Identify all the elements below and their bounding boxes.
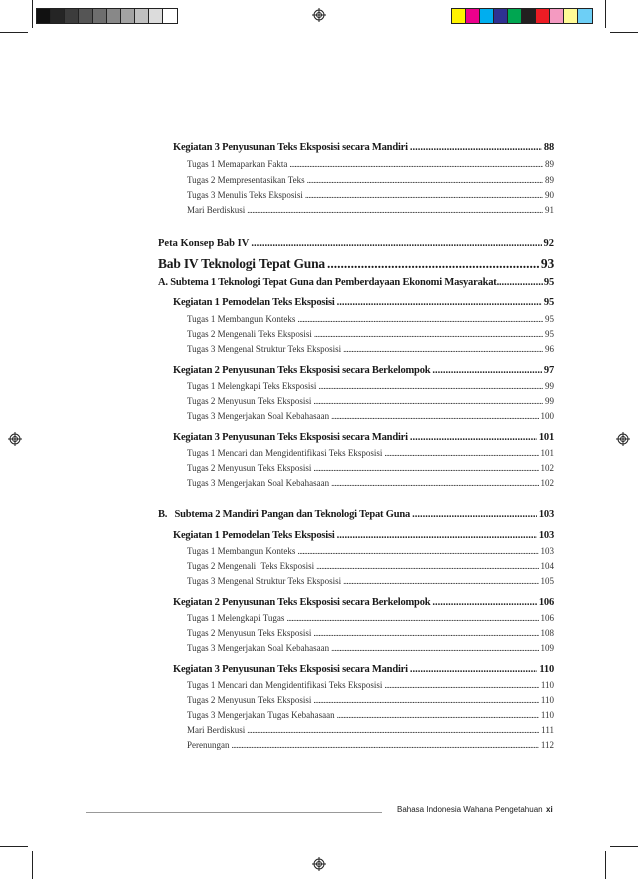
color-swatch <box>522 9 536 23</box>
toc-entry-tugas[interactable]: Tugas 3 Mengerjakan Soal Kebahasaan ..... 102 <box>187 478 554 488</box>
toc-entry-tugas[interactable]: Tugas 1 Mencari dan Mengidentifikasi Teks Eksposisi ..... 110 <box>187 680 554 690</box>
color-swatch <box>149 9 163 23</box>
crop-mark <box>0 846 28 847</box>
toc-entry-tugas[interactable]: Tugas 3 Mengerjakan Soal Kebahasaan ..... 100 <box>187 411 554 421</box>
toc-entry-peta-konsep[interactable]: Peta Konsep Bab IV ..... 92 <box>158 238 554 249</box>
toc-entry-tugas[interactable]: Tugas 1 Mencari dan Mengidentifikasi Teks Eksposisi ..... 101 <box>187 448 554 458</box>
color-swatch <box>564 9 578 23</box>
footer-book-title: Bahasa Indonesia Wahana Pengetahuan <box>397 805 543 814</box>
footer-page-number: xi <box>546 805 553 814</box>
color-swatch <box>452 9 466 23</box>
grayscale-color-bar <box>36 8 178 24</box>
color-swatch <box>578 9 592 23</box>
toc-entry-tugas[interactable]: Tugas 1 Memaparkan Fakta ..... 89 <box>187 159 554 169</box>
color-swatch <box>79 9 93 23</box>
crop-mark <box>605 851 606 879</box>
color-swatch <box>51 9 65 23</box>
color-swatch <box>135 9 149 23</box>
registration-mark-icon <box>8 432 22 446</box>
toc-entry-kegiatan[interactable]: Kegiatan 3 Penyusunan Teks Eksposisi secara Mandiri ..... 88 <box>173 142 554 153</box>
toc-entry-tugas[interactable]: Tugas 3 Mengerjakan Tugas Kebahasaan ..... 110 <box>187 710 554 720</box>
toc-entry-tugas[interactable]: Tugas 2 Mengenali Teks Eksposisi ..... 104 <box>187 561 554 571</box>
toc-entry-tugas[interactable]: Tugas 1 Membangun Konteks ..... 103 <box>187 546 554 556</box>
toc-entry-kegiatan[interactable]: Kegiatan 1 Pemodelan Teks Eksposisi ..... 95 <box>173 297 554 308</box>
toc-entry-kegiatan[interactable]: Kegiatan 1 Pemodelan Teks Eksposisi ..... 103 <box>173 530 554 541</box>
footer-rule <box>86 812 382 813</box>
toc-entry-tugas[interactable]: Tugas 2 Mempresentasikan Teks ..... 89 <box>187 175 554 185</box>
registration-mark-icon <box>312 857 326 871</box>
toc-entry-tugas[interactable]: Tugas 3 Mengenal Struktur Teks Eksposisi ..... 96 <box>187 344 554 354</box>
toc-entry-tugas[interactable]: Tugas 3 Mengenal Struktur Teks Eksposisi ..... 105 <box>187 576 554 586</box>
toc-entry-subtema[interactable]: A. Subtema 1 Teknologi Tepat Guna dan Pemberdayaan Ekonomi Masyarakat.. ..... 95 <box>158 277 554 288</box>
toc-entry-tugas[interactable]: Tugas 2 Menyusun Teks Eksposisi ..... 110 <box>187 695 554 705</box>
color-swatch <box>163 9 177 23</box>
toc-entry-tugas[interactable]: Tugas 2 Mengenali Teks Eksposisi ..... 95 <box>187 329 554 339</box>
toc-entry-tugas[interactable]: Tugas 1 Melengkapi Tugas ..... 106 <box>187 613 554 623</box>
registration-mark-icon <box>616 432 630 446</box>
toc-entry-bab[interactable]: Bab IV Teknologi Tepat Guna ..... 93 <box>158 256 554 272</box>
color-swatch <box>121 9 135 23</box>
crop-mark <box>32 0 33 28</box>
toc-entry-tugas[interactable]: Tugas 3 Menulis Teks Eksposisi ..... 90 <box>187 190 554 200</box>
color-swatch <box>508 9 522 23</box>
crop-mark <box>0 32 28 33</box>
toc-entry-subtema[interactable]: B. Subtema 2 Mandiri Pangan dan Teknologi Tepat Guna ..... 103 <box>158 509 554 520</box>
crop-mark <box>610 32 638 33</box>
color-swatch <box>107 9 121 23</box>
crop-mark <box>605 0 606 28</box>
crop-mark <box>610 846 638 847</box>
toc-entry-tugas[interactable]: Tugas 3 Mengerjakan Soal Kebahasaan ..... 109 <box>187 643 554 653</box>
color-swatch <box>466 9 480 23</box>
color-swatch <box>37 9 51 23</box>
toc-entry-kegiatan[interactable]: Kegiatan 2 Penyusunan Teks Eksposisi secara Berkelompok ..... 106 <box>173 597 554 608</box>
toc-entry-kegiatan[interactable]: Kegiatan 2 Penyusunan Teks Eksposisi secara Berkelompok ..... 97 <box>173 365 554 376</box>
color-swatch <box>65 9 79 23</box>
color-swatch <box>480 9 494 23</box>
toc-entry-tugas[interactable]: Tugas 2 Menyusun Teks Eksposisi ..... 99 <box>187 396 554 406</box>
color-swatch <box>550 9 564 23</box>
toc-entry-tugas[interactable]: Tugas 1 Melengkapi Teks Eksposisi ..... 99 <box>187 381 554 391</box>
toc-entry-kegiatan[interactable]: Kegiatan 3 Penyusunan Teks Eksposisi secara Mandiri ..... 101 <box>173 432 554 443</box>
toc-entry-tugas[interactable]: Mari Berdiskusi ..... 91 <box>187 205 554 215</box>
color-swatch <box>536 9 550 23</box>
toc-entry-tugas[interactable]: Tugas 1 Membangun Konteks ..... 95 <box>187 314 554 324</box>
color-swatch <box>93 9 107 23</box>
toc-entry-tugas[interactable]: Perenungan ..... 112 <box>187 740 554 750</box>
toc-entry-kegiatan[interactable]: Kegiatan 3 Penyusunan Teks Eksposisi secara Mandiri ..... 110 <box>173 664 554 675</box>
toc-entry-tugas[interactable]: Tugas 2 Menyusun Teks Eksposisi ..... 108 <box>187 628 554 638</box>
color-swatch <box>494 9 508 23</box>
toc-entry-tugas[interactable]: Mari Berdiskusi ..... 111 <box>187 725 554 735</box>
process-color-bar <box>451 8 593 24</box>
crop-mark <box>32 851 33 879</box>
registration-mark-icon <box>312 8 326 22</box>
toc-entry-tugas[interactable]: Tugas 2 Menyusun Teks Eksposisi ..... 102 <box>187 463 554 473</box>
